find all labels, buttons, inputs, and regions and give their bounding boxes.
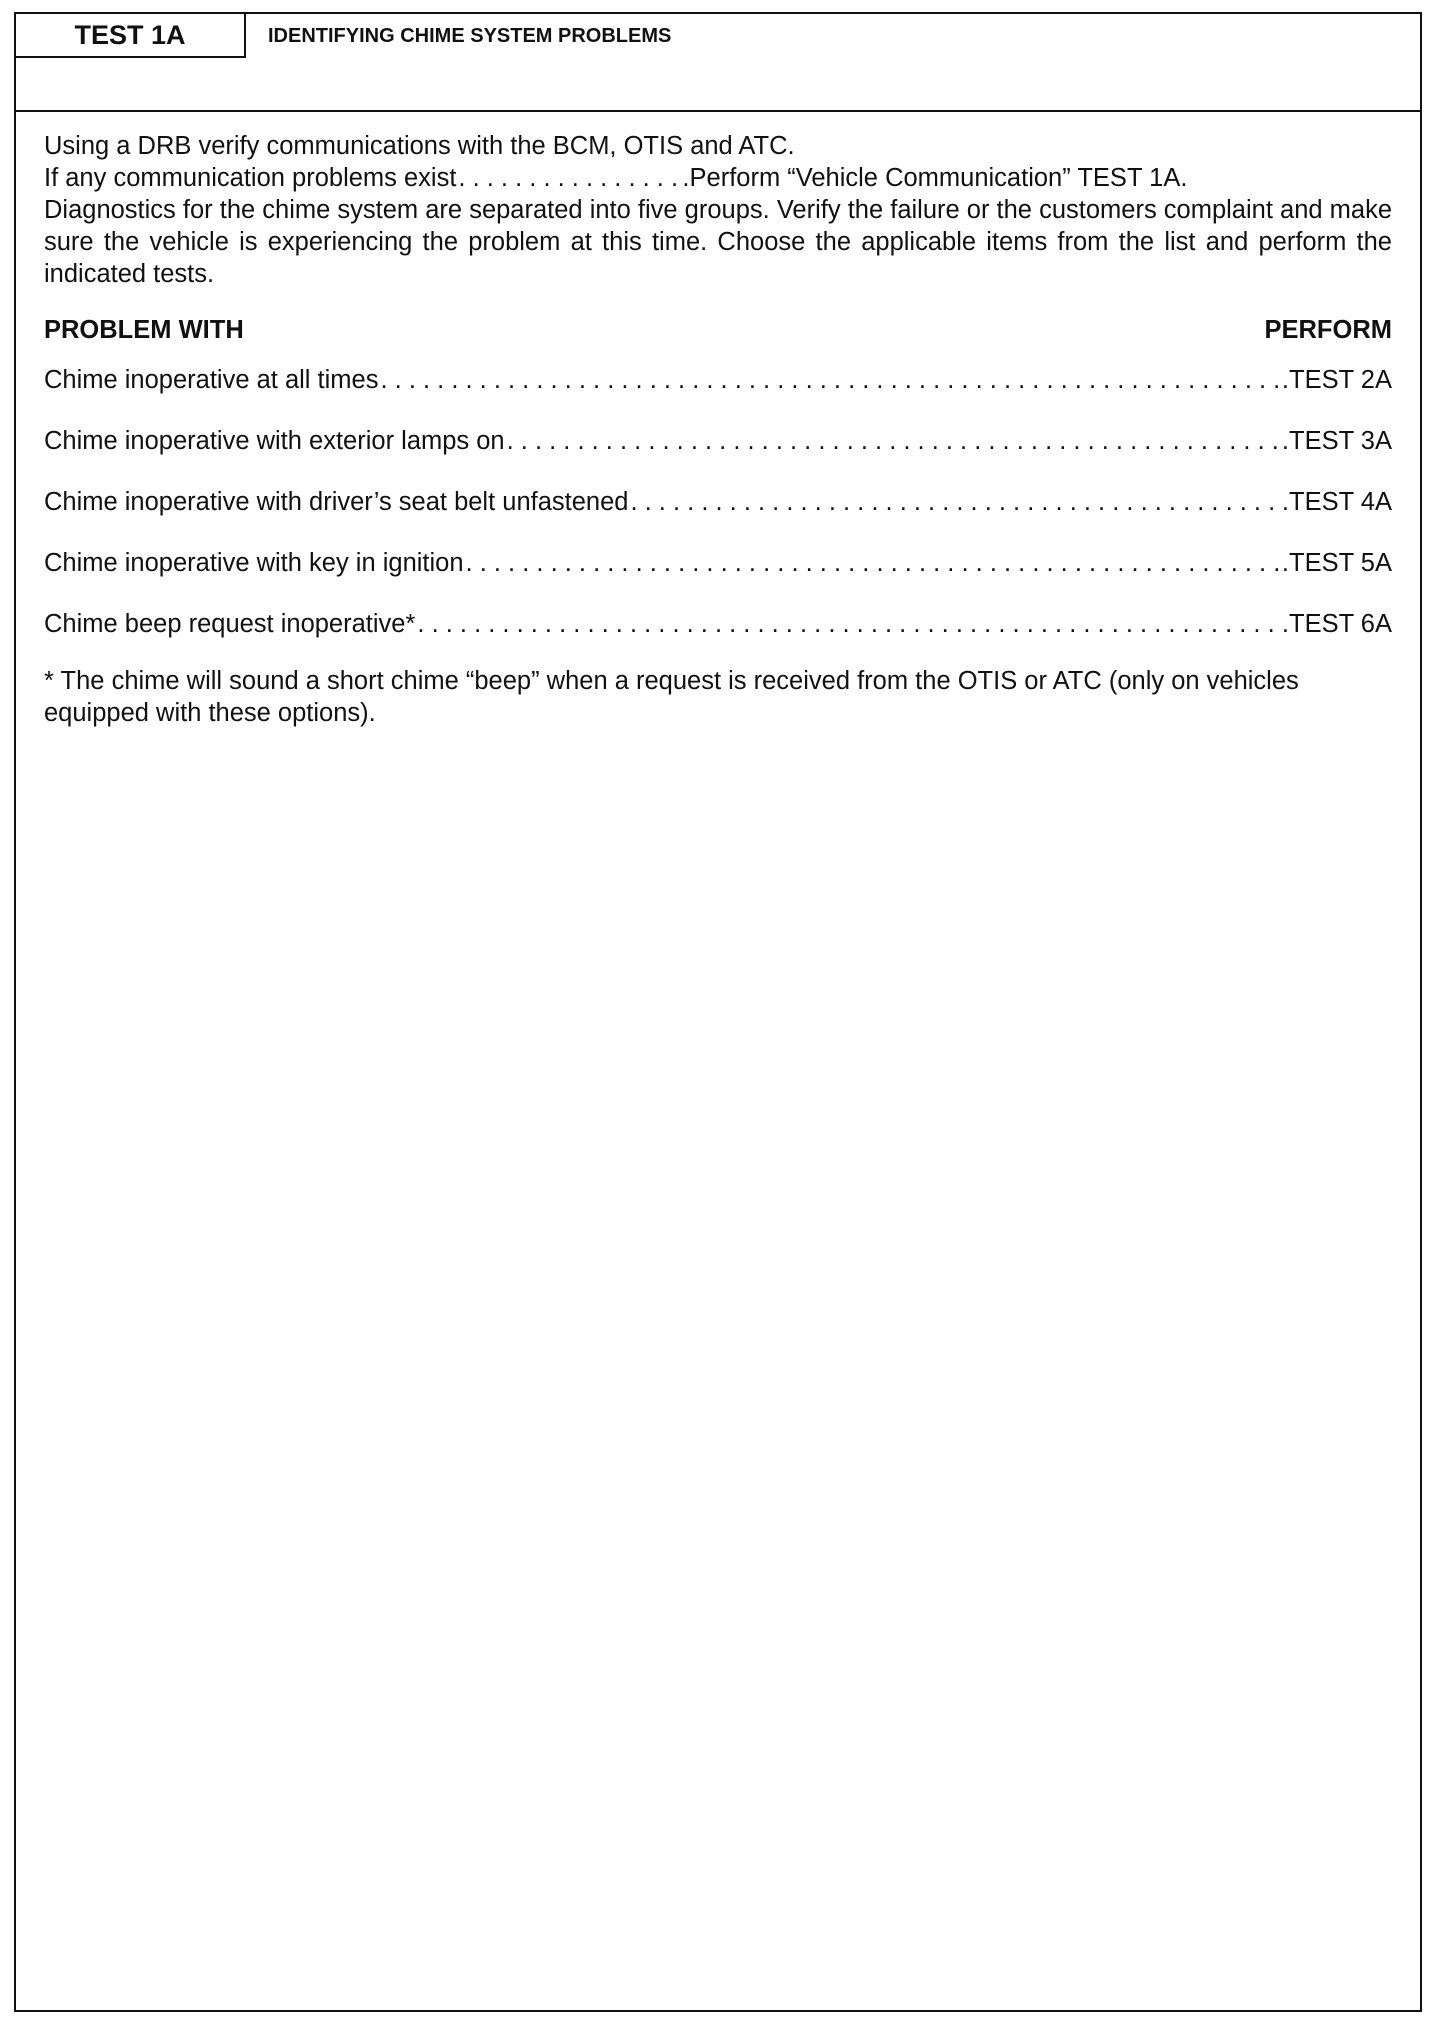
intro-line-2 [44, 162, 1392, 194]
list-item [44, 486, 1392, 518]
intro-line-1: Using a DRB verify communications with the BCM, OTIS and ATC. [44, 132, 795, 160]
table-header [44, 314, 1392, 346]
perform-test: .TEST 4A [1281, 488, 1392, 516]
intro-line-2-action: .Perform “Vehicle Communication” TEST 1A. [682, 164, 1188, 192]
intro-paragraph: Diagnostics for the chime system are separated into five groups. Verify the failure or the customers complaint and make sure the vehicle is experiencing the problem at this time. Choose the applicable items from the list and perform the indicated tests. [44, 196, 1392, 288]
page-title: IDENTIFYING CHIME SYSTEM PROBLEMS [268, 24, 672, 47]
test-id-label: TEST 1A [16, 14, 246, 58]
perform-test: .TEST 6A [1281, 610, 1392, 638]
list-item [44, 547, 1392, 579]
problem-text: Chime inoperative with key in ignition [44, 549, 464, 577]
intro-line-2-label: If any communication problems exist [44, 164, 457, 192]
perform-test: .TEST 2A [1281, 366, 1392, 394]
column-perform: PERFORM [1264, 316, 1392, 344]
problem-text: Chime inoperative at all times [44, 366, 379, 394]
dot-leader [466, 547, 1280, 579]
content [44, 130, 1392, 755]
problem-text: Chime beep request inoperative* [44, 610, 416, 638]
page-frame [14, 12, 1422, 2012]
footnote: * The chime will sound a short chime “beep” when a request is received from the OTIS or ATC (only on vehicles equipped with these options). [44, 667, 1299, 727]
dot-leader [507, 425, 1280, 457]
problem-text: Chime inoperative with exterior lamps on [44, 427, 505, 455]
intro [44, 130, 1392, 290]
header [16, 14, 1420, 82]
list-item [44, 425, 1392, 457]
header-divider [16, 110, 1420, 112]
dot-leader [630, 486, 1279, 518]
list-item [44, 364, 1392, 396]
problem-list [44, 364, 1392, 640]
problem-text: Chime inoperative with driver’s seat belt unfastened [44, 488, 629, 516]
dot-leader [417, 608, 1280, 640]
dot-leader [458, 162, 680, 194]
list-item [44, 608, 1392, 640]
dot-leader [380, 364, 1279, 396]
column-problem-with: PROBLEM WITH [44, 316, 244, 344]
perform-test: .TEST 5A [1281, 549, 1392, 577]
perform-test: .TEST 3A [1281, 427, 1392, 455]
